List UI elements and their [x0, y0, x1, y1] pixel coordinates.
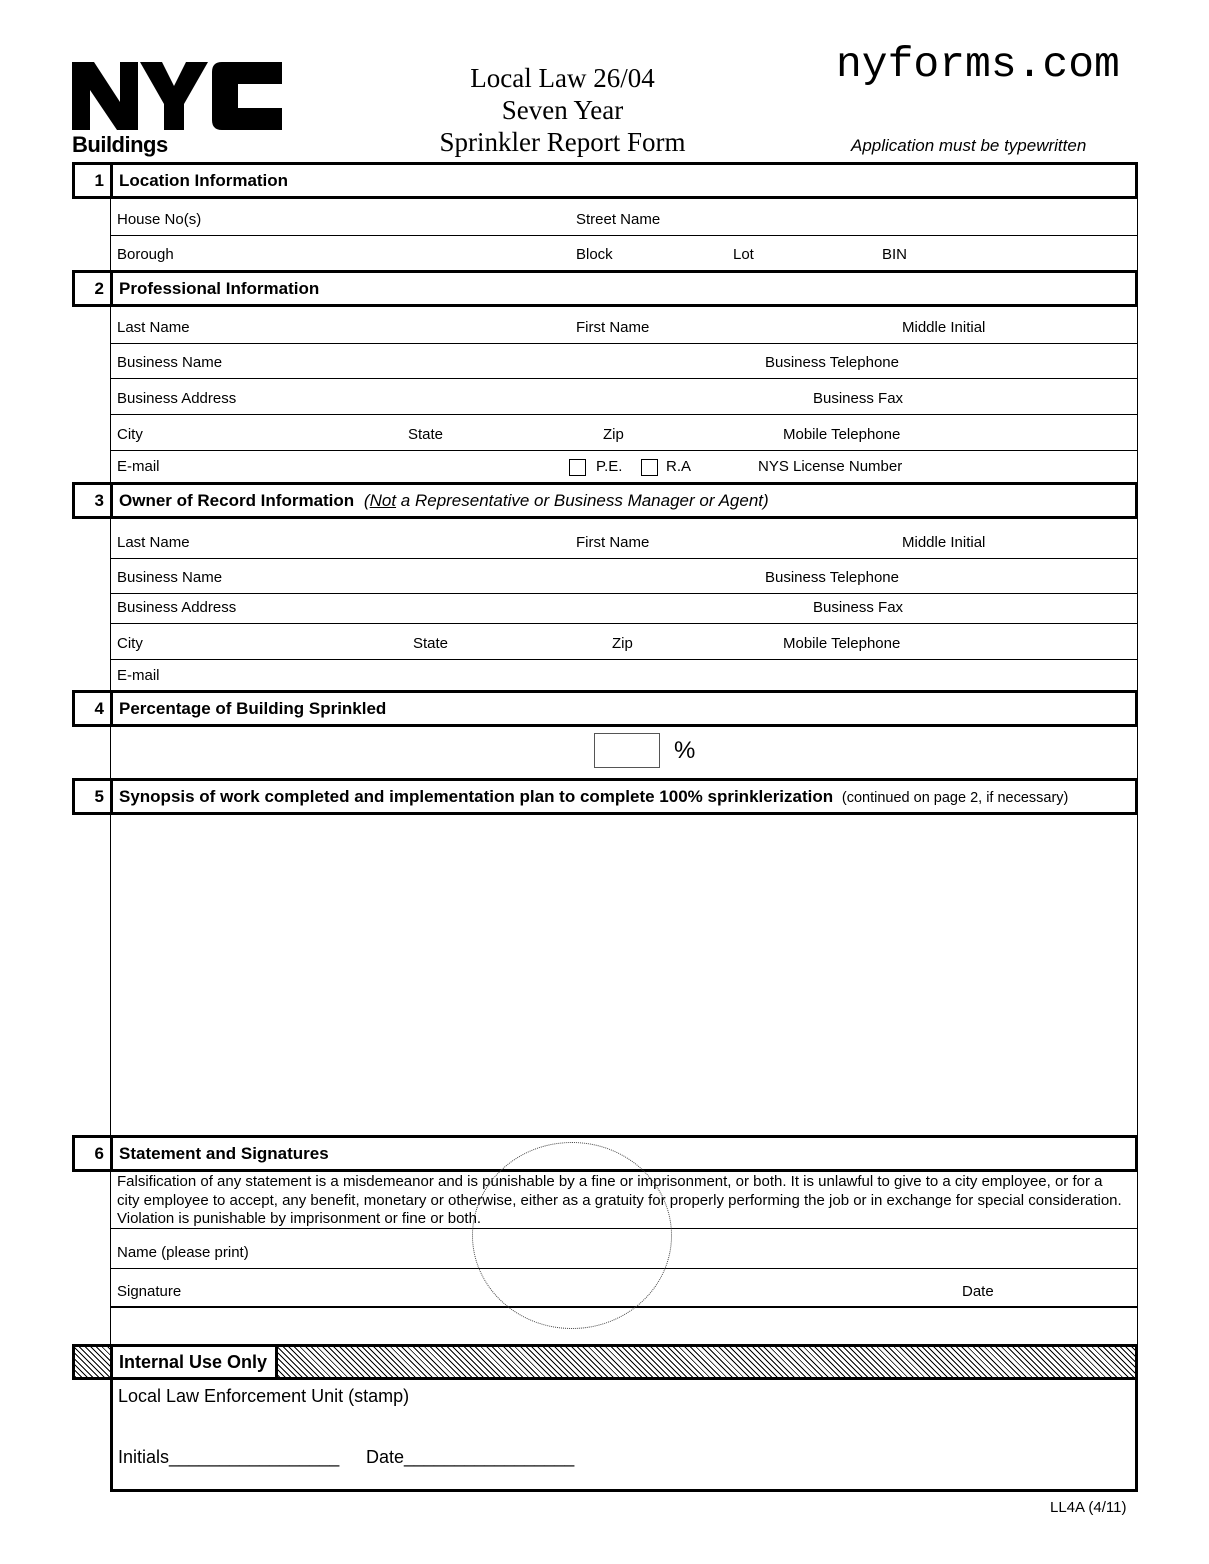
percent-sign: %: [674, 737, 696, 764]
section-2-title: Professional Information: [110, 270, 1138, 307]
form-code: LL4A (4/11): [1050, 1499, 1127, 1516]
section-1-number: 1: [72, 162, 110, 199]
section-2-number: 2: [72, 270, 110, 307]
subtitle-rest: a Representative or Business Manager or Agent): [396, 491, 769, 510]
pe-checkbox[interactable]: [569, 459, 586, 476]
ra-label: R.A: [666, 458, 692, 475]
internal-date-field[interactable]: Date_________________: [366, 1447, 575, 1467]
pro-business-fax-field[interactable]: Business Fax: [813, 390, 904, 407]
internal-use-title: Internal Use Only: [110, 1344, 278, 1380]
stamp-label: Local Law Enforcement Unit (stamp): [118, 1386, 410, 1406]
owner-business-name-field[interactable]: Business Name: [117, 569, 223, 586]
section-3-subtitle: [359, 491, 769, 510]
divider: [110, 235, 1137, 236]
section-1-title: Location Information: [110, 162, 1138, 199]
owner-middle-initial-field[interactable]: Middle Initial: [902, 534, 986, 551]
pe-label: P.E.: [596, 458, 623, 475]
initials-field[interactable]: Initials_________________: [118, 1447, 340, 1467]
synopsis-textarea[interactable]: [111, 815, 1136, 1135]
pro-middle-initial-field[interactable]: Middle Initial: [902, 319, 986, 336]
ra-checkbox[interactable]: [641, 459, 658, 476]
pro-business-address-field[interactable]: Business Address: [117, 390, 237, 407]
title-line-2: Seven Year: [501, 95, 624, 125]
section-6-title: Statement and Signatures: [110, 1135, 1138, 1172]
seal-placeholder: [472, 1142, 672, 1329]
form-right-border: [1137, 198, 1138, 1344]
pro-business-telephone-field[interactable]: Business Telephone: [765, 354, 899, 371]
nys-license-number-field[interactable]: NYS License Number: [758, 458, 903, 475]
title-line-3: Sprinkler Report Form: [439, 127, 686, 157]
bin-field[interactable]: BIN: [882, 246, 908, 263]
owner-zip-field[interactable]: Zip: [612, 635, 633, 652]
divider: [110, 558, 1137, 559]
divider: [110, 378, 1137, 379]
watermark: nyforms.com: [836, 40, 1120, 89]
borough-field[interactable]: Borough: [117, 246, 174, 263]
owner-first-name-field[interactable]: First Name: [576, 534, 650, 551]
name-print-field[interactable]: Name (please print): [117, 1244, 249, 1261]
title-line-1: Local Law 26/04: [470, 63, 655, 93]
divider: [110, 623, 1137, 624]
statement-text: Falsification of any statement is a misdemeanor and is punishable by a fine or imprisonment, or both. It is unlawful to give to a city employee, or for a city employee to accept, any benefit, monetary or otherwise, either as a gratuity for properly performing the job or in exchange for special consideration. Violation is punishable by imprisonment or fine or both.: [117, 1173, 1122, 1227]
section-4-title: Percentage of Building Sprinkled: [110, 690, 1138, 727]
nyc-buildings-logo: [72, 62, 287, 162]
percentage-input[interactable]: [594, 733, 660, 768]
nyc-logo-icon: [72, 62, 287, 132]
typewritten-note: Application must be typewritten: [851, 136, 1087, 155]
house-number-field[interactable]: House No(s): [117, 211, 202, 228]
form-title: [400, 62, 725, 158]
divider: [110, 659, 1137, 660]
section-5-header: [110, 778, 1138, 815]
block-field[interactable]: Block: [576, 246, 613, 263]
divider: [110, 414, 1137, 415]
signature-field[interactable]: Signature: [117, 1283, 182, 1300]
pro-first-name-field[interactable]: First Name: [576, 319, 650, 336]
section-3-header: [110, 482, 1138, 519]
owner-business-fax-field[interactable]: Business Fax: [813, 599, 904, 616]
section-3-title: Owner of Record Information: [119, 491, 355, 510]
subtitle-open: (: [363, 491, 370, 510]
section-6-number: 6: [72, 1135, 110, 1172]
pro-city-field[interactable]: City: [117, 426, 143, 443]
divider: [110, 450, 1137, 451]
pro-mobile-telephone-field[interactable]: Mobile Telephone: [783, 426, 901, 443]
pro-email-field[interactable]: E-mail: [117, 458, 160, 475]
owner-email-field[interactable]: E-mail: [117, 667, 160, 684]
section-4-number: 4: [72, 690, 110, 727]
owner-business-telephone-field[interactable]: Business Telephone: [765, 569, 899, 586]
logo-subtitle: Buildings: [72, 132, 168, 157]
divider: [110, 343, 1137, 344]
owner-business-address-field[interactable]: Business Address: [117, 599, 237, 616]
subtitle-not: Not: [369, 491, 397, 510]
section-5-title: Synopsis of work completed and implementation plan to complete 100% sprinklerization: [119, 787, 834, 806]
pro-business-name-field[interactable]: Business Name: [117, 354, 223, 371]
pro-zip-field[interactable]: Zip: [603, 426, 624, 443]
owner-state-field[interactable]: State: [413, 635, 449, 652]
street-name-field[interactable]: Street Name: [576, 211, 661, 228]
lot-field[interactable]: Lot: [733, 246, 754, 263]
section-5-note: (continued on page 2, if necessary): [841, 790, 1069, 806]
signature-date-field[interactable]: Date: [962, 1283, 994, 1300]
owner-city-field[interactable]: City: [117, 635, 143, 652]
owner-last-name-field[interactable]: Last Name: [117, 534, 190, 551]
owner-mobile-telephone-field[interactable]: Mobile Telephone: [783, 635, 901, 652]
divider: [110, 593, 1137, 594]
section-3-number: 3: [72, 482, 110, 519]
section-5-number: 5: [72, 778, 110, 815]
pro-last-name-field[interactable]: Last Name: [117, 319, 190, 336]
pro-state-field[interactable]: State: [408, 426, 444, 443]
